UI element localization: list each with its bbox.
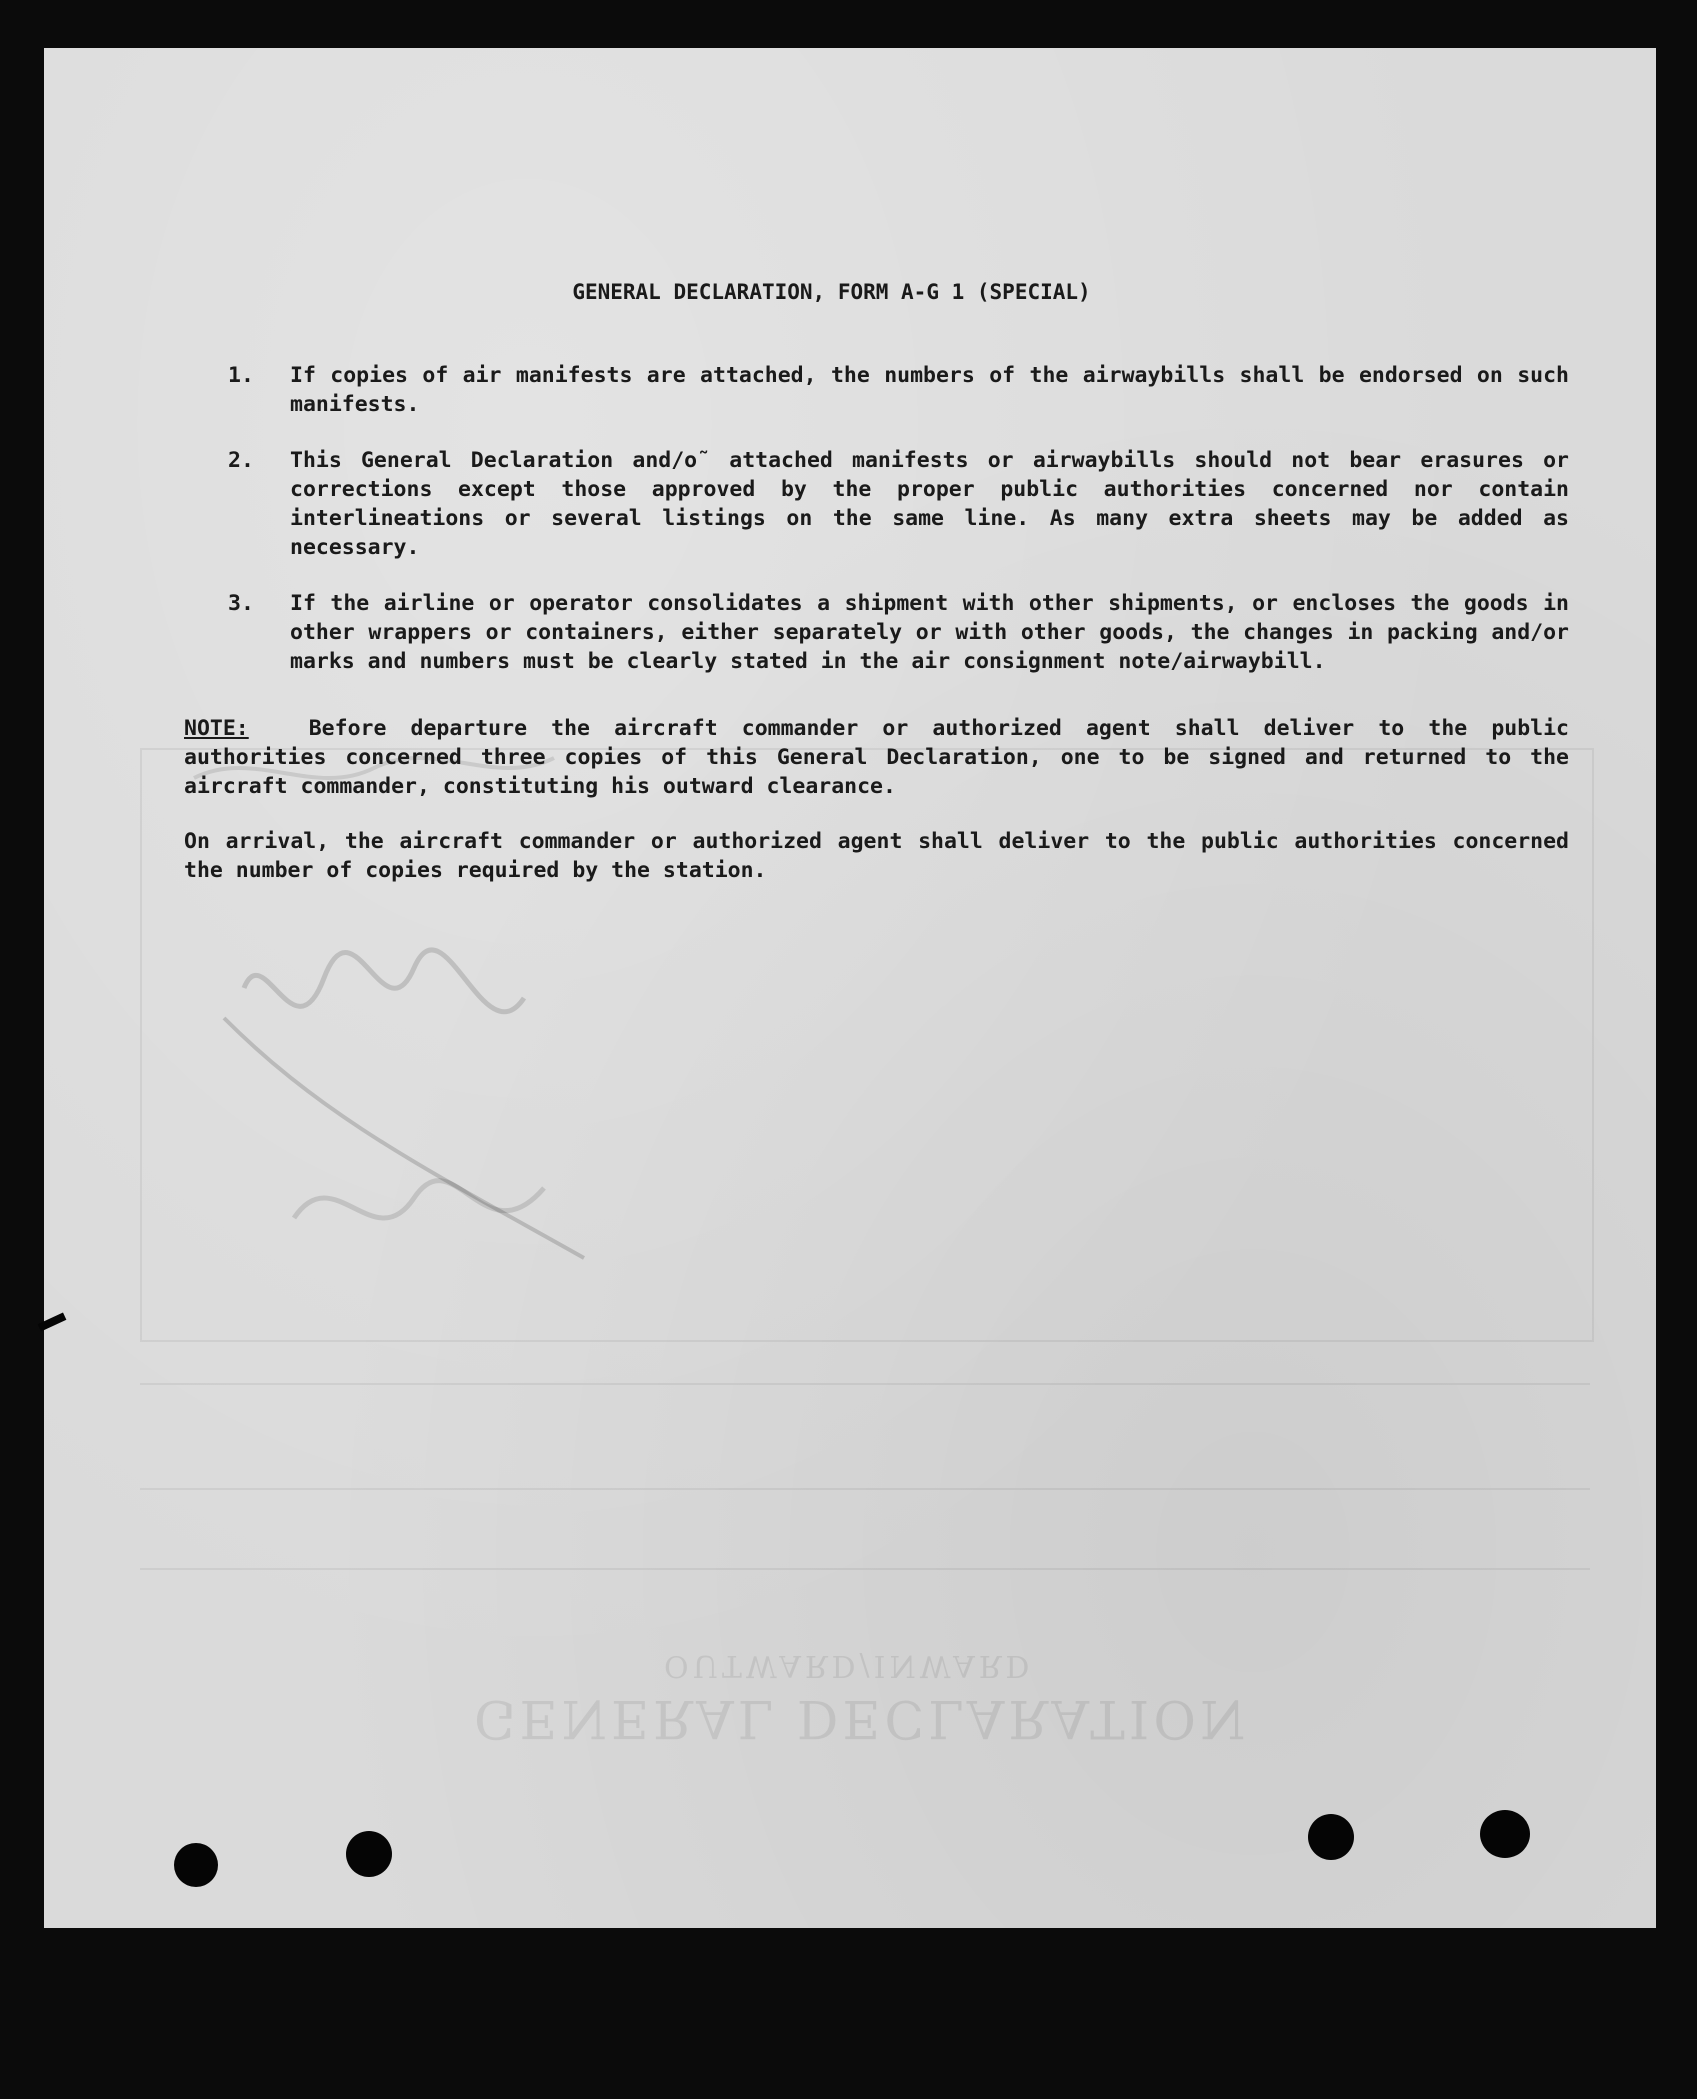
item-text: If the airline or operator consolidates a shipment with other shipments, or encloses the goods in other wrappers or containers, either separately or with other goods, the changes in packing and/or marks and numbers must be clearly stated in the air consignment note/airwaybill. [290, 591, 1569, 674]
item-text: If copies of air manifests are attached, the numbers of the airwaybills shall be endorsed on such manifests. [290, 363, 1569, 417]
bleed-through-subheading: OUTWARD/INWARD [664, 1648, 1034, 1683]
paper-sheet [44, 48, 1656, 1928]
bleed-through-heading: GENERAL DECLARATION [474, 1688, 1250, 1748]
note-text: Before departure the aircraft commander or authorized agent shall deliver to the public authorities concerned three copies of this General Declaration, one to be signed and returned to the aircraft commander, constituting his outward clearance. [184, 716, 1569, 799]
page-title: GENERAL DECLARATION, FORM A-G 1 (SPECIAL) [572, 280, 1091, 304]
punch-hole [346, 1831, 392, 1877]
punch-hole [1308, 1814, 1354, 1860]
bleed-through-line [140, 1568, 1590, 1570]
instruction-item-3 [184, 589, 1569, 676]
instructions-section [184, 278, 1569, 885]
arrival-paragraph: On arrival, the aircraft commander or authorized agent shall deliver to the public authorities concerned the number of copies required by the station. [184, 829, 1569, 883]
instruction-item-1 [184, 361, 1569, 419]
item-number: 2. [228, 448, 254, 473]
bleed-through-line [140, 1383, 1590, 1385]
item-text: This General Declaration and/o˜ attached manifests or airwaybills should not bear erasures or corrections except those approved by the proper public authorities concerned nor contain interlineations or several listings on the same line. As many extra sheets may be added as necessary. [290, 448, 1569, 560]
note-paragraph [184, 714, 1569, 801]
punch-hole [1480, 1810, 1530, 1858]
item-number: 1. [228, 363, 254, 388]
note-label: NOTE: [184, 716, 249, 741]
punch-hole [174, 1843, 218, 1887]
bleed-through-line [140, 1488, 1590, 1490]
item-number: 3. [228, 591, 254, 616]
instruction-item-2 [184, 446, 1569, 562]
